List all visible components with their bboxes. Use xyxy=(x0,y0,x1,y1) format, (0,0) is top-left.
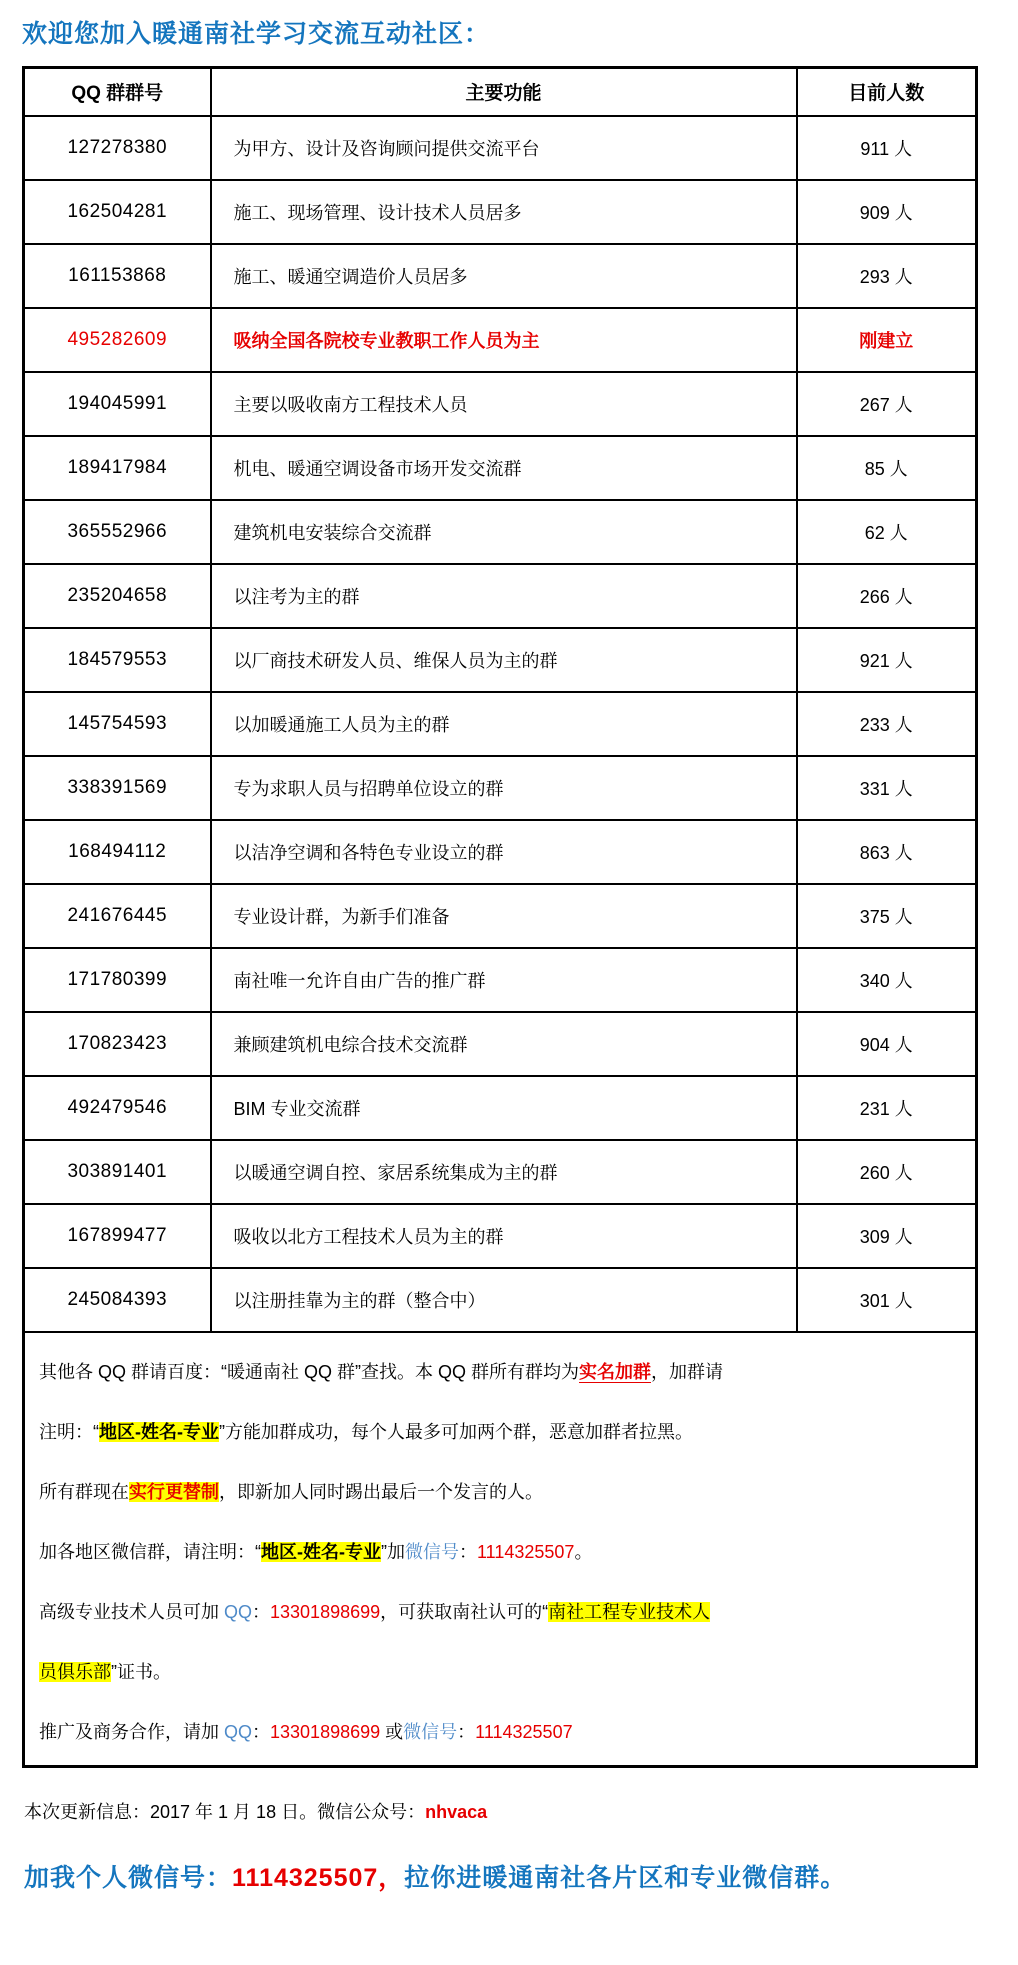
text-segment: 1114325507， xyxy=(232,1863,405,1892)
text-segment: 加我个人微信号： xyxy=(24,1863,233,1892)
function-cell: 南社唯一允许自由广告的推广群 xyxy=(211,948,797,1012)
page-title: 欢迎您加入暖通南社学习交流互动社区： xyxy=(22,20,491,48)
table-row xyxy=(24,500,977,564)
text-segment: 。 xyxy=(574,1541,593,1562)
table-row xyxy=(24,436,977,500)
text-segment: QQ xyxy=(224,1601,253,1622)
table-row xyxy=(24,1268,977,1332)
function-cell: 以厂商技术研发人员、维保人员为主的群 xyxy=(211,628,797,692)
qq-number-cell: 168494112 xyxy=(24,820,211,884)
member-count-cell: 231 人 xyxy=(797,1076,977,1140)
text-segment: ”方能加群成功，每个人最多可加两个群，恶意加群者拉黑。 xyxy=(219,1421,693,1442)
function-cell: 施工、暖通空调造价人员居多 xyxy=(211,244,797,308)
text-segment: 地区-姓名-专业 xyxy=(99,1421,219,1442)
table-row xyxy=(24,1012,977,1076)
qq-number-cell: 184579553 xyxy=(24,628,211,692)
member-count-cell: 267 人 xyxy=(797,372,977,436)
note-line xyxy=(39,1597,961,1627)
qq-number-cell: 161153868 xyxy=(24,244,211,308)
text-segment: ： xyxy=(252,1601,271,1622)
notes-row xyxy=(24,1332,977,1767)
note-line xyxy=(39,1477,961,1507)
text-segment: ，加群请 xyxy=(651,1361,723,1382)
text-segment: 拉你进暖通南社各片区和专业微信群。 xyxy=(404,1863,847,1892)
table-body xyxy=(24,116,977,1332)
member-count-cell: 911 人 xyxy=(797,116,977,180)
note-line xyxy=(39,1417,961,1447)
member-count-cell: 863 人 xyxy=(797,820,977,884)
function-cell: 以洁净空调和各特色专业设立的群 xyxy=(211,820,797,884)
qq-number-cell: 492479546 xyxy=(24,1076,211,1140)
text-segment: ，可获取南社认可的“ xyxy=(380,1601,549,1622)
qq-number-cell: 189417984 xyxy=(24,436,211,500)
member-count-cell: 233 人 xyxy=(797,692,977,756)
qq-number-cell: 162504281 xyxy=(24,180,211,244)
text-segment: 推广及商务合作，请加 xyxy=(39,1721,224,1742)
qq-groups-table xyxy=(22,66,978,1768)
function-cell: 以注考为主的群 xyxy=(211,564,797,628)
col-header-member-count: 目前人数 xyxy=(797,68,977,116)
function-cell: BIM 专业交流群 xyxy=(211,1076,797,1140)
text-segment: 或 xyxy=(380,1721,404,1742)
table-row xyxy=(24,308,977,372)
function-cell: 以暖通空调自控、家居系统集成为主的群 xyxy=(211,1140,797,1204)
member-count-cell: 301 人 xyxy=(797,1268,977,1332)
note-line xyxy=(39,1717,961,1747)
text-segment: 13301898699 xyxy=(270,1721,381,1742)
table-row xyxy=(24,1076,977,1140)
note-line xyxy=(39,1657,961,1687)
function-cell: 建筑机电安装综合交流群 xyxy=(211,500,797,564)
function-cell: 施工、现场管理、设计技术人员居多 xyxy=(211,180,797,244)
text-segment: 员俱乐部 xyxy=(39,1661,111,1682)
text-segment: ”证书。 xyxy=(111,1661,171,1682)
header-row xyxy=(24,68,977,116)
function-cell: 专业设计群，为新手们准备 xyxy=(211,884,797,948)
function-cell: 以注册挂靠为主的群（整合中） xyxy=(211,1268,797,1332)
note-line xyxy=(39,1537,961,1567)
member-count-cell: 293 人 xyxy=(797,244,977,308)
text-segment: 其他各 QQ 群请百度：“暖通南社 QQ 群”查找。本 QQ 群所有群均为 xyxy=(39,1361,579,1382)
text-segment: ”加 xyxy=(381,1541,405,1562)
member-count-cell: 62 人 xyxy=(797,500,977,564)
table-row xyxy=(24,244,977,308)
text-segment: ： xyxy=(252,1721,271,1742)
function-cell: 机电、暖通空调设备市场开发交流群 xyxy=(211,436,797,500)
qq-number-cell: 495282609 xyxy=(24,308,211,372)
member-count-cell: 331 人 xyxy=(797,756,977,820)
table-row xyxy=(24,180,977,244)
member-count-cell: 909 人 xyxy=(797,180,977,244)
function-cell: 专为求职人员与招聘单位设立的群 xyxy=(211,756,797,820)
table-row xyxy=(24,692,977,756)
text-segment: 微信号 xyxy=(403,1721,458,1742)
member-count-cell: 309 人 xyxy=(797,1204,977,1268)
text-segment: ，即新加人同时踢出最后一个发言的人。 xyxy=(219,1481,543,1502)
member-count-cell: 340 人 xyxy=(797,948,977,1012)
text-segment: nhvaca xyxy=(425,1801,488,1822)
update-info-line xyxy=(24,1798,1018,1824)
function-cell: 吸收以北方工程技术人员为主的群 xyxy=(211,1204,797,1268)
text-segment: 实行更替制 xyxy=(129,1481,219,1502)
text-segment: 13301898699 xyxy=(270,1601,381,1622)
member-count-cell: 921 人 xyxy=(797,628,977,692)
text-segment: 南社工程专业技术人 xyxy=(548,1601,711,1622)
text-segment: 1114325507 xyxy=(475,1721,573,1742)
text-segment: 高级专业技术人员可加 xyxy=(39,1601,224,1622)
text-segment: 微信号 xyxy=(405,1541,459,1562)
text-segment: 本次更新信息：2017 年 1 月 18 日。微信公众号： xyxy=(24,1801,426,1822)
notes-cell xyxy=(24,1332,977,1767)
table-row xyxy=(24,116,977,180)
table-row xyxy=(24,1204,977,1268)
member-count-cell: 85 人 xyxy=(797,436,977,500)
text-segment: 地区-姓名-专业 xyxy=(261,1541,381,1562)
qq-number-cell: 235204658 xyxy=(24,564,211,628)
qq-number-cell: 127278380 xyxy=(24,116,211,180)
text-segment: 所有群现在 xyxy=(39,1481,129,1502)
text-segment: 注明：“ xyxy=(39,1421,99,1442)
qq-number-cell: 170823423 xyxy=(24,1012,211,1076)
table-row xyxy=(24,564,977,628)
function-cell: 为甲方、设计及咨询顾问提供交流平台 xyxy=(211,116,797,180)
table-row xyxy=(24,820,977,884)
col-header-qq-number: QQ 群群号 xyxy=(24,68,211,116)
table-row xyxy=(24,884,977,948)
text-segment: 加各地区微信群，请注明：“ xyxy=(39,1541,261,1562)
function-cell: 以加暖通施工人员为主的群 xyxy=(211,692,797,756)
member-count-cell: 260 人 xyxy=(797,1140,977,1204)
text-segment: ： xyxy=(457,1721,476,1742)
qq-number-cell: 145754593 xyxy=(24,692,211,756)
text-segment: 1114325507 xyxy=(477,1541,575,1562)
text-segment: ： xyxy=(459,1541,477,1562)
qq-number-cell: 303891401 xyxy=(24,1140,211,1204)
table-row xyxy=(24,948,977,1012)
member-count-cell: 375 人 xyxy=(797,884,977,948)
function-cell: 主要以吸收南方工程技术人员 xyxy=(211,372,797,436)
qq-number-cell: 245084393 xyxy=(24,1268,211,1332)
table-row xyxy=(24,756,977,820)
personal-wechat-line xyxy=(24,1858,1018,1894)
member-count-cell: 266 人 xyxy=(797,564,977,628)
function-cell: 吸纳全国各院校专业教职工作人员为主 xyxy=(211,308,797,372)
qq-number-cell: 338391569 xyxy=(24,756,211,820)
join-instructions xyxy=(39,1357,961,1747)
table-row xyxy=(24,628,977,692)
text-segment: 实名加群 xyxy=(579,1361,651,1382)
table-row xyxy=(24,1140,977,1204)
table-notes-section xyxy=(24,1332,977,1767)
qq-number-cell: 194045991 xyxy=(24,372,211,436)
qq-number-cell: 241676445 xyxy=(24,884,211,948)
member-count-cell: 904 人 xyxy=(797,1012,977,1076)
col-header-main-function: 主要功能 xyxy=(211,68,797,116)
note-line xyxy=(39,1357,961,1387)
table-row xyxy=(24,372,977,436)
member-count-cell: 刚建立 xyxy=(797,308,977,372)
table-header xyxy=(24,68,977,116)
qq-number-cell: 171780399 xyxy=(24,948,211,1012)
text-segment: QQ xyxy=(224,1721,253,1742)
qq-number-cell: 365552966 xyxy=(24,500,211,564)
function-cell: 兼顾建筑机电综合技术交流群 xyxy=(211,1012,797,1076)
qq-number-cell: 167899477 xyxy=(24,1204,211,1268)
